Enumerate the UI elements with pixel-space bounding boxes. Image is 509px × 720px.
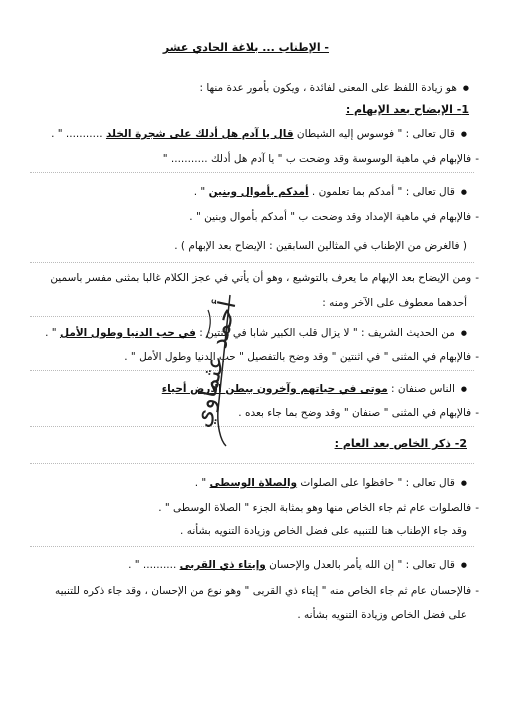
people-explanation (238, 406, 479, 420)
divider (30, 426, 474, 427)
s2-ex2-post: .......... " . (128, 559, 180, 571)
s2-ex2-explanation1 (55, 584, 479, 598)
section2-heading: 2- ذكر الخاص بعد العام : (334, 437, 467, 450)
s1-ex1-post: ........... " . (51, 128, 106, 140)
handwritten-signature (187, 290, 250, 450)
s1-example2 (194, 185, 467, 200)
s1-ex1-expl-text: فالإبهام في ماهية الوسوسة وقد وضحت ب " يا آدم هل أدلك ........... " (162, 153, 472, 165)
divider (30, 316, 474, 317)
s2-ex1-highlight: والصلاة الوسطى (209, 477, 298, 489)
s1-ex1-pre: قال تعالى : " فوسوس إليه الشيطان (293, 128, 455, 140)
s2-ex1-expl1-text: فالصلوات عام ثم جاء الخاص منها وهو بمثابة الجزء " الصلاة الوسطى " . (158, 502, 472, 514)
s1-ex2-post: " . (193, 186, 209, 198)
hadith-post: " . (45, 327, 60, 339)
s1-ex2-highlight: أمدكم بأموال وبنين (208, 186, 309, 198)
s1-ex2-pre: قال تعالى : " أمدكم بما تعلمون . (308, 186, 455, 198)
s2-ex2-explanation2: على فضل الخاص وزيادة التنويه بشأنه . (297, 609, 467, 621)
s2-ex2-expl1-text: فالإحسان عام ثم جاء الخاص منه " إيتاء ذي القربى " وهو نوع من الإحسان ، وقد جاء ذكره للتنبيه (55, 585, 472, 597)
s2-ex1-post: " . (194, 477, 210, 489)
s2-ex1-explanation2: وقد جاء الإطناب هنا للتنبيه على فضل الخاص وزيادة التنويه بشأنه . (180, 525, 467, 537)
signature-text: أحمد عثماوي (187, 298, 242, 430)
s1-example1 (51, 127, 467, 142)
intro-line: هو زيادة اللفظ على المعنى لفائدة ، ويكون بأمور عدة منها : (199, 82, 457, 94)
s2-ex1-pre: قال تعالى : " حافظوا على الصلوات (297, 477, 455, 489)
divider (30, 463, 474, 464)
s2-ex2-highlight: وإيتاء ذي القربى (179, 559, 266, 571)
s2-example2 (128, 558, 467, 573)
tawshee-line2: أحدهما معطوف على الآخر ومنه : (322, 297, 467, 309)
people-highlight: موتى في حياتهم وآخرون ببطن الأرض أحياء (161, 383, 388, 395)
hadith-expl-text: فالإبهام في المثنى " في اثنتين " وقد وضح بالتفصيل " حب الدنيا وطول الأمل " . (124, 351, 472, 363)
hadith-pre: من الحديث الشريف : " لا يزال قلب الكبير شابا في اثنتين : (195, 327, 455, 339)
section1-heading: 1- الإيضاح بعد الإبهام : (345, 103, 469, 116)
hadith-highlight: في حب الدنيا وطول الأمل (59, 327, 196, 339)
s1-ex1-explanation (163, 152, 479, 166)
hadith-example (45, 326, 467, 341)
s1-purpose: ( فالغرض من الإطناب في المثالين السابقين : الإيضاح بعد الإبهام ) . (174, 240, 467, 252)
divider (30, 172, 474, 173)
s2-ex2-pre: قال تعالى : " إن الله يأمر بالعدل والإحسان (265, 559, 455, 571)
tawshee-text1: ومن الإيضاح بعد الإبهام ما يعرف بالتوشيع ، وهو أن يأتي في عجز الكلام غالبا بمثنى مفسر باسمين (50, 272, 472, 284)
divider (30, 546, 474, 547)
hadith-explanation (124, 350, 479, 364)
people-pre: الناس صنفان : (387, 383, 455, 395)
divider (30, 262, 474, 263)
s1-ex1-highlight: قال يا آدم هل أدلك على شجرة الخلد (105, 128, 294, 140)
s1-ex2-explanation (189, 210, 479, 224)
page-title: - الإطناب ... بلاغة الحادي عشر (162, 41, 329, 54)
s2-example1 (195, 476, 467, 491)
s2-ex1-explanation1 (158, 501, 479, 515)
s1-ex2-expl-text: فالإبهام في ماهية الإمداد وقد وضحت ب " أمدكم بأموال وبنين " . (189, 211, 472, 223)
intro-text (199, 81, 469, 96)
tawshee-line1 (50, 271, 479, 285)
divider (30, 370, 474, 371)
people-expl-text: فالإبهام في المثنى " صنفان " وقد وضح بما جاء بعده . (238, 407, 472, 419)
